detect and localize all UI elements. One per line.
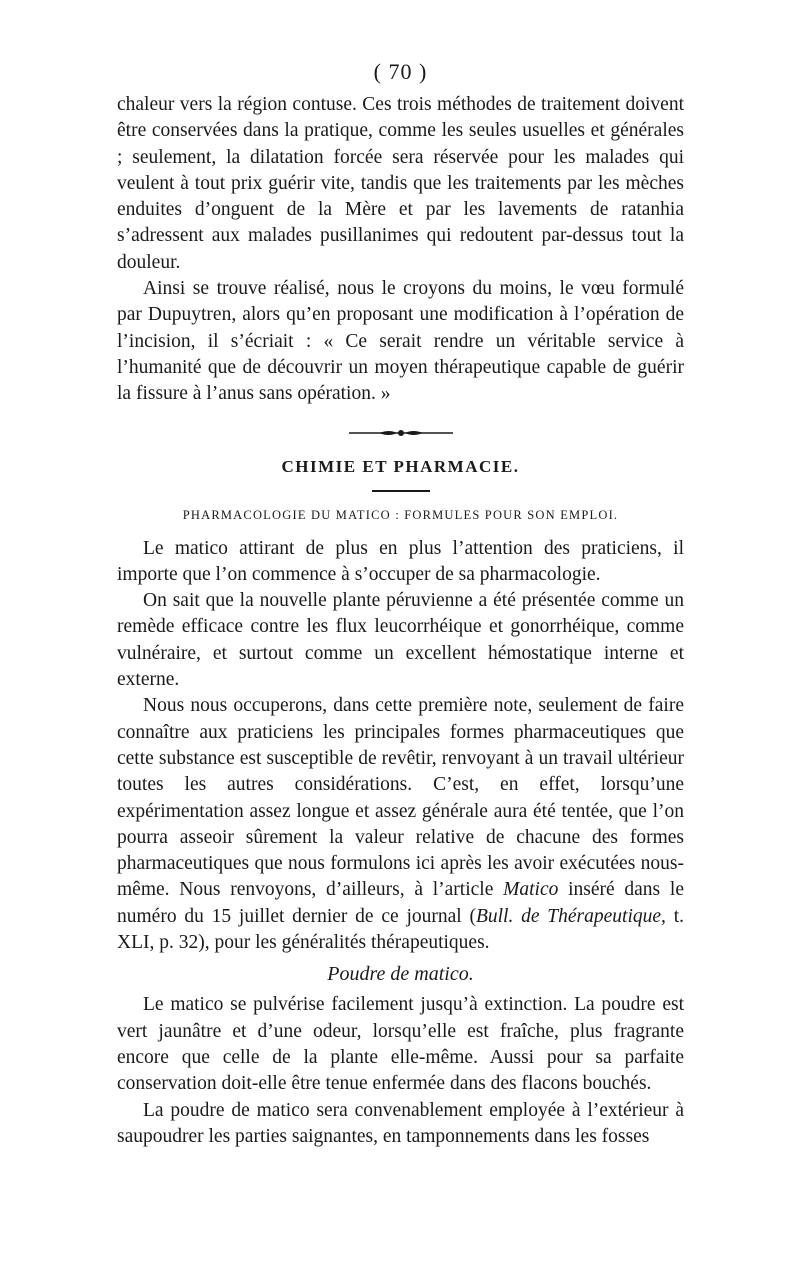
paragraph-poudre: Le matico se pulvérise facilement jusqu’à extinction. La poudre est vert jaunâtre et d’une odeur, lorsqu’elle est fraîche, plus fragrante encore que celle de la plante elle-même. Aussi pour sa parfaite conservation doit-elle être tenue enfermée dans des flacons bouchés. (117, 994, 684, 1095)
section-title: CHIMIE ET PHARMACIE. (281, 456, 520, 476)
subheading-poudre: Poudre de matico. (327, 963, 474, 986)
ornamental-divider (117, 428, 684, 440)
section-subtitle: PHARMACOLOGIE DU MATICO : FORMULES POUR SON EMPLOI. (182, 507, 619, 522)
paragraph-dupuytren: Ainsi se trouve réalisé, nous le croyons du moins, le vœu formulé par Dupuytren, alors qu’en proposant une modification à l’opération de l’incision, il s’écriait : « Ce serait rendre un véritable service à l’humanité que de découvrir un moyen thérapeutique capable de guérir la fissure à l’anus sans opération. » (117, 278, 684, 405)
paragraph-plant: On sait que la nouvelle plante péruvienne a été présentée comme un remède efficace contre les flux leucorrhéique et gonorrhéique, comme vulnéraire, et surtout comme un excellent hémostatique interne et externe. (117, 590, 684, 691)
paragraph-usage: La poudre de matico sera convenablement employée à l’extérieur à saupoudrer les parties saignantes, en tamponnements dans les fosses (117, 1099, 684, 1147)
page-number: ( 70 ) (373, 59, 428, 84)
italic-bulletin: Bull. de Thérapeutique, (475, 905, 666, 927)
paragraph-formes-text-3: t. XLI, p. 32), pour les généralités thérapeutiques. (117, 905, 684, 954)
paragraph-formes-text-2: inséré dans le numéro du 15 juillet dernier de ce journal ( (117, 879, 684, 927)
book-page (117, 58, 684, 1150)
italic-matico: Matico (503, 879, 559, 901)
paragraph-intro: Le matico attirant de plus en plus l’attention des praticiens, il importe que l’on commence à s’occuper de sa pharmacologie. (117, 537, 684, 585)
ornament-rule-icon (349, 428, 453, 438)
paragraph-formes (117, 693, 684, 956)
title-rule (372, 490, 430, 492)
paragraph-continued: chaleur vers la région contuse. Ces trois méthodes de traitement doivent être conservées dans la pratique, comme les seules usuelles et générales ; seulement, la dilatation forcée sera réservée pour les malades qui veulent à tout prix guérir vite, tandis que les traitements par les mèches enduites d’onguent de la Mère et par les lavements de ratanhia s’adressent aux malades pusillanimes qui redoutent par-dessus tout la douleur. (117, 94, 684, 273)
paragraph-formes-text-1: Nous nous occuperons, dans cette première note, seulement de faire connaître aux praticiens les principales formes pharmaceutiques que cette substance est susceptible de revêtir, renvoyant à un travail ultérieur toutes les autres considérations. C’est, en effet, lorsqu’une expérimentation assez longue et assez générale aura été tentée, que l’on pourra asseoir sûrement la valeur relative de chacune des formes pharmaceutiques que nous formulons ici après les avoir exécutées nous-même. Nous renvoyons, d’ailleurs, à l’article (117, 695, 684, 901)
